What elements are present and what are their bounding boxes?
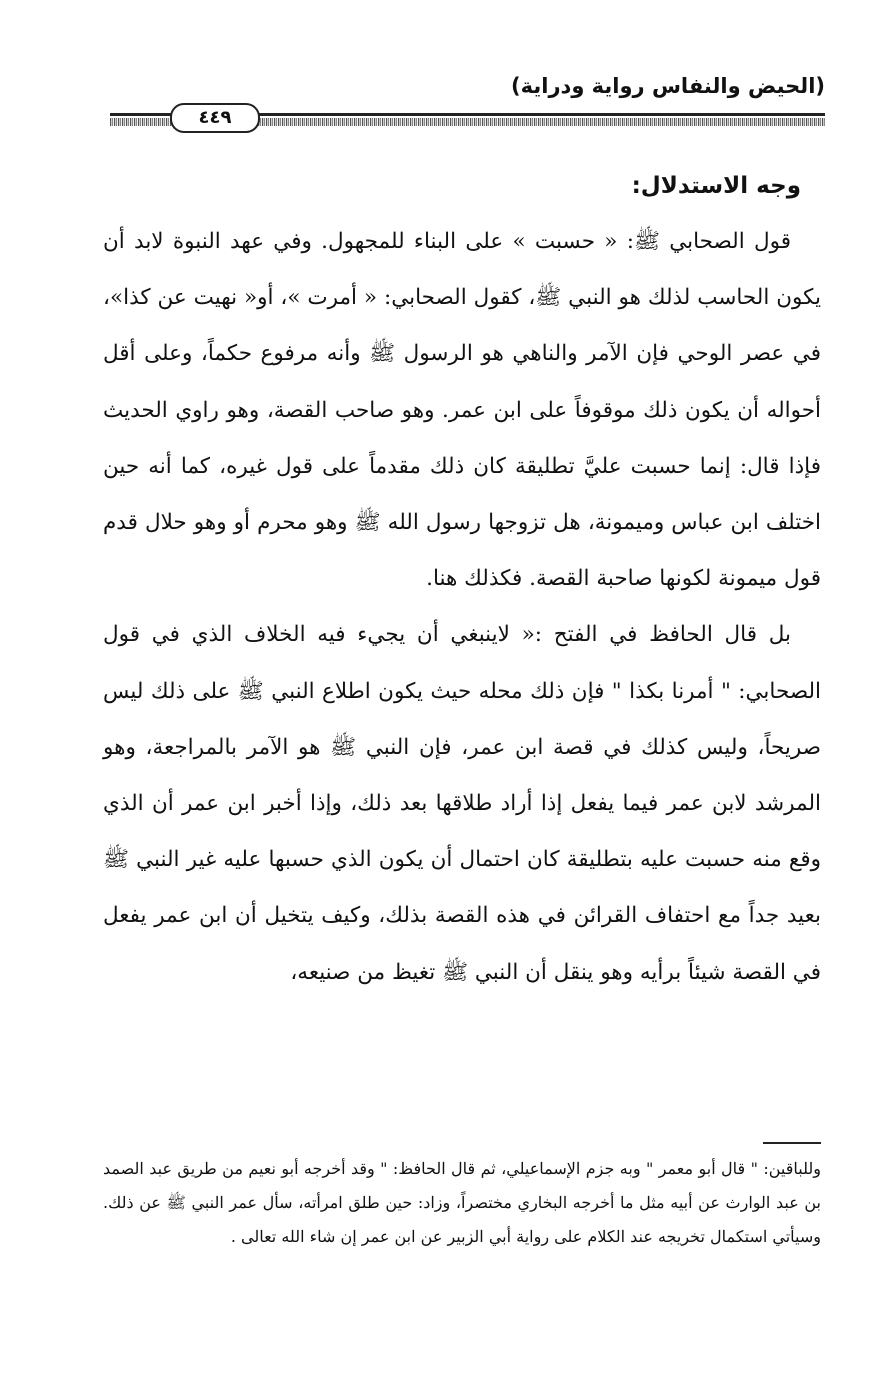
section-heading: وجه الاستدلال:: [631, 173, 801, 199]
main-text: [103, 158, 821, 1001]
page-header: [110, 74, 825, 134]
paragraph-1: قول الصحابي ﷺ: « حسبت » على البناء للمجهول. وفي عهد النبوة لابد أن يكون الحاسب لذلك هو النبي ﷺ، كقول الصحابي: « أمرت »، أو« نهيت عن كذا»، في عصر الوحي فإن الآمر والناهي هو الرسول ﷺ وأنه مرفوع حكماً، وعلى أقل أحواله أن يكون ذلك موقوفاً على ابن عمر. وهو صاحب القصة، وهو راوي الحديث فإذا قال: إنما حسبت عليَّ تطليقة كان ذلك مقدماً على قول غيره، كما أنه حين اختلف ابن عباس وميمونة، هل تزوجها رسول الله ﷺ وهو محرم أو وهو حلال قدم قول ميمونة لكونها صاحبة القصة. فكذلك هنا.: [103, 229, 821, 592]
book-title: (الحيض والنفاس رواية ودراية): [511, 74, 825, 98]
footnotes: [103, 1152, 821, 1254]
footnote-text: وللباقين: " قال أبو معمر " وبه جزم الإسماعيلي، ثم قال الحافظ: " وقد أخرجه أبو نعيم من طريق عبد الصمد بن عبد الوارث عن أبيه مثل ما أخرجه البخاري مختصراً، وزاد: حين طلق امرأته، سأل عمر النبي ﷺ عن ذلك. وسيأتي استكمال تخريجه عند الكلام على رواية أبي الزبير عن ابن عمر إن شاء الله تعالى .: [103, 1159, 821, 1246]
page-number: ٤٤٩: [170, 103, 260, 133]
footnote-separator: [763, 1142, 821, 1144]
paragraph-2: بل قال الحافظ في الفتح :« لاينبغي أن يجيء فيه الخلاف الذي في قول الصحابي: " أمرنا بكذا " فإن ذلك محله حيث يكون اطلاع النبي ﷺ على ذلك ليس صريحاً، وليس كذلك في قصة ابن عمر، فإن النبي ﷺ هو الآمر بالمراجعة، وهو المرشد لابن عمر فيما يفعل إذا أراد طلاقها بعد ذلك، وإذا أخبر ابن عمر أن الذي وقع منه حسبت عليه بتطليقة كان احتمال أن يكون الذي حسبها عليه غير النبي ﷺ بعيد جداً مع احتفاف القرائن في هذه القصة بذلك، وكيف يتخيل أن ابن عمر يفعل في القصة شيئاً برأيه وهو ينقل أن النبي ﷺ تغيظ من صنيعه،: [103, 622, 821, 985]
